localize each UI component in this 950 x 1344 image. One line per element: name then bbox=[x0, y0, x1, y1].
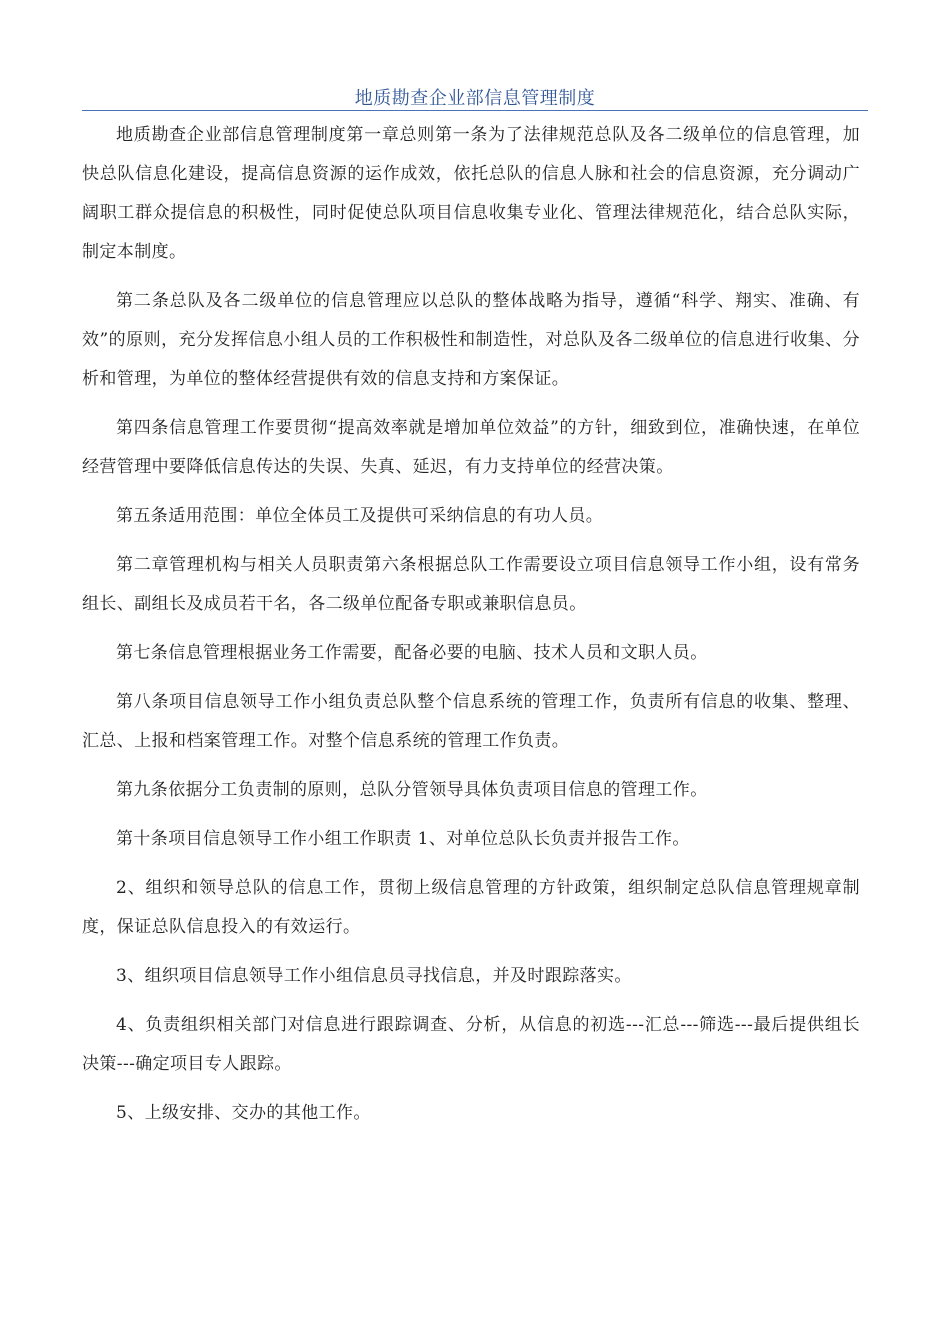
paragraph-11: 3、组织项目信息领导工作小组信息员寻找信息，并及时跟踪落实。 bbox=[116, 966, 632, 986]
paragraph-3: 第四条信息管理工作要贯彻“提高效率就是增加单位效益”的方针，细致到位，准确快速，在单位经营管理中要降低信息传达的失误、失真、延迟，有力支持单位的经营决策。 bbox=[82, 418, 860, 477]
paragraph-5: 第二章管理机构与相关人员职责第六条根据总队工作需要设立项目信息领导工作小组，设有常务组长、副组长及成员若干名，各二级单位配备专职或兼职信息员。 bbox=[82, 555, 860, 614]
paragraph-4: 第五条适用范围：单位全体员工及提供可采纳信息的有功人员。 bbox=[116, 506, 604, 526]
document-title: 地质勘查企业部信息管理制度 bbox=[354, 88, 596, 109]
paragraph-12: 4、负责组织相关部门对信息进行跟踪调查、分析，从信息的初选---汇总---筛选---最后提供组长决策---确定项目专人跟踪。 bbox=[82, 1015, 860, 1074]
paragraph-1: 地质勘查企业部信息管理制度第一章总则第一条为了法律规范总队及各二级单位的信息管理，加快总队信息化建设，提高信息资源的运作成效，依托总队的信息人脉和社会的信息资源，充分调动广阔职工群众提信息的积极性，同时促使总队项目信息收集专业化、管理法律规范化，结合总队实际，制定本制度。 bbox=[82, 125, 860, 262]
paragraph-10: 2、组织和领导总队的信息工作，贯彻上级信息管理的方针政策，组织制定总队信息管理规章制度，保证总队信息投入的有效运行。 bbox=[82, 878, 860, 937]
page-header bbox=[82, 80, 868, 111]
document-body bbox=[82, 116, 860, 1143]
paragraph-8: 第九条依据分工负责制的原则，总队分管领导具体负责项目信息的管理工作。 bbox=[116, 780, 708, 800]
paragraph-13: 5、上级安排、交办的其他工作。 bbox=[116, 1103, 371, 1123]
paragraph-9: 第十条项目信息领导工作小组工作职责 1、对单位总队长负责并报告工作。 bbox=[116, 829, 690, 849]
paragraph-7: 第八条项目信息领导工作小组负责总队整个信息系统的管理工作，负责所有信息的收集、整理、汇总、上报和档案管理工作。对整个信息系统的管理工作负责。 bbox=[82, 692, 860, 751]
paragraph-6: 第七条信息管理根据业务工作需要，配备必要的电脑、技术人员和文职人员。 bbox=[116, 643, 708, 663]
paragraph-2: 第二条总队及各二级单位的信息管理应以总队的整体战略为指导，遵循“科学、翔实、准确、有效”的原则，充分发挥信息小组人员的工作积极性和制造性，对总队及各二级单位的信息进行收集、分析和管理，为单位的整体经营提供有效的信息支持和方案保证。 bbox=[82, 291, 860, 389]
